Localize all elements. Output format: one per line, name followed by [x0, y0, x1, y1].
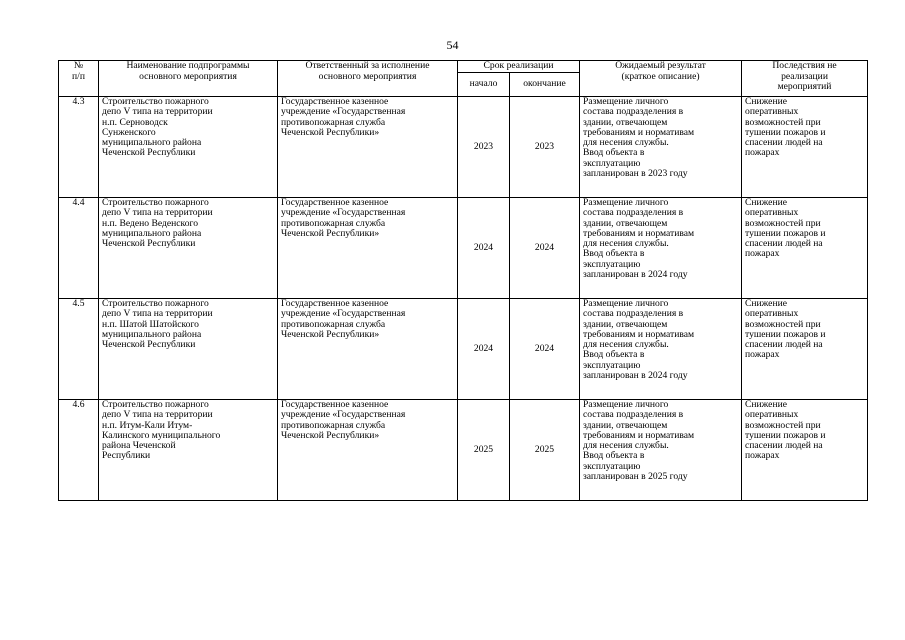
row-number: 4.6 [59, 400, 99, 501]
row-consequences: Снижение оперативных возможностей при тушении пожаров и спасении людей на пожарах [742, 400, 868, 501]
row-responsible: Государственное казенное учреждение «Государственная противопожарная служба Чеченской Республики» [278, 97, 458, 198]
row-responsible: Государственное казенное учреждение «Государственная противопожарная служба Чеченской Республики» [278, 198, 458, 299]
table-row [59, 97, 868, 198]
row-name: Строительство пожарного депо V типа на территории н.п. Ведено Веденского муниципального района Чеченской Республики [99, 198, 278, 299]
table-row [59, 299, 868, 400]
header-responsible: Ответственный за исполнение основного мероприятия [278, 61, 458, 97]
header-consequences: Последствия не реализации мероприятий [742, 61, 868, 97]
header-name: Наименование подпрограммы основного мероприятия [99, 61, 278, 97]
table-row [59, 198, 868, 299]
row-name: Строительство пожарного депо V типа на территории н.п. Шатой Шатойского муниципального района Чеченской Республики [99, 299, 278, 400]
row-result: Размещение личного состава подразделения в здании, отвечающем требованиям и нормативам для несения службы. Ввод объекта в эксплуатацию запланирован в 2023 году [580, 97, 742, 198]
row-result: Размещение личного состава подразделения в здании, отвечающем требованиям и нормативам для несения службы. Ввод объекта в эксплуатацию запланирован в 2025 году [580, 400, 742, 501]
row-start-year: 2025 [458, 400, 510, 501]
row-start-year: 2024 [458, 299, 510, 400]
row-result: Размещение личного состава подразделения в здании, отвечающем требованиям и нормативам для несения службы. Ввод объекта в эксплуатацию запланирован в 2024 году [580, 198, 742, 299]
row-consequences: Снижение оперативных возможностей при тушении пожаров и спасении людей на пожарах [742, 299, 868, 400]
row-responsible: Государственное казенное учреждение «Государственная противопожарная служба Чеченской Республики» [278, 400, 458, 501]
row-end-year: 2024 [510, 198, 580, 299]
header-result: Ожидаемый результат (краткое описание) [580, 61, 742, 97]
row-consequences: Снижение оперативных возможностей при тушении пожаров и спасении людей на пожарах [742, 198, 868, 299]
table-row [59, 400, 868, 501]
row-start-year: 2023 [458, 97, 510, 198]
row-result: Размещение личного состава подразделения в здании, отвечающем требованиям и нормативам для несения службы. Ввод объекта в эксплуатацию запланирован в 2024 году [580, 299, 742, 400]
header-period: Срок реализации [458, 61, 580, 73]
page-number: 54 [446, 38, 459, 52]
row-start-year: 2024 [458, 198, 510, 299]
header-num: № п/п [59, 61, 99, 97]
measures-table [58, 60, 868, 501]
row-name: Строительство пожарного депо V типа на территории н.п. Серноводск Сунженского муниципального района Чеченской Республики [99, 97, 278, 198]
row-end-year: 2024 [510, 299, 580, 400]
row-end-year: 2023 [510, 97, 580, 198]
row-responsible: Государственное казенное учреждение «Государственная противопожарная служба Чеченской Республики» [278, 299, 458, 400]
header-start: начало [458, 73, 510, 97]
header-end: окончание [510, 73, 580, 97]
row-end-year: 2025 [510, 400, 580, 501]
row-name: Строительство пожарного депо V типа на территории н.п. Итум-Кали Итум- Калинского муниципального района Чеченской Республики [99, 400, 278, 501]
row-number: 4.5 [59, 299, 99, 400]
row-number: 4.3 [59, 97, 99, 198]
row-number: 4.4 [59, 198, 99, 299]
row-consequences: Снижение оперативных возможностей при тушении пожаров и спасении людей на пожарах [742, 97, 868, 198]
